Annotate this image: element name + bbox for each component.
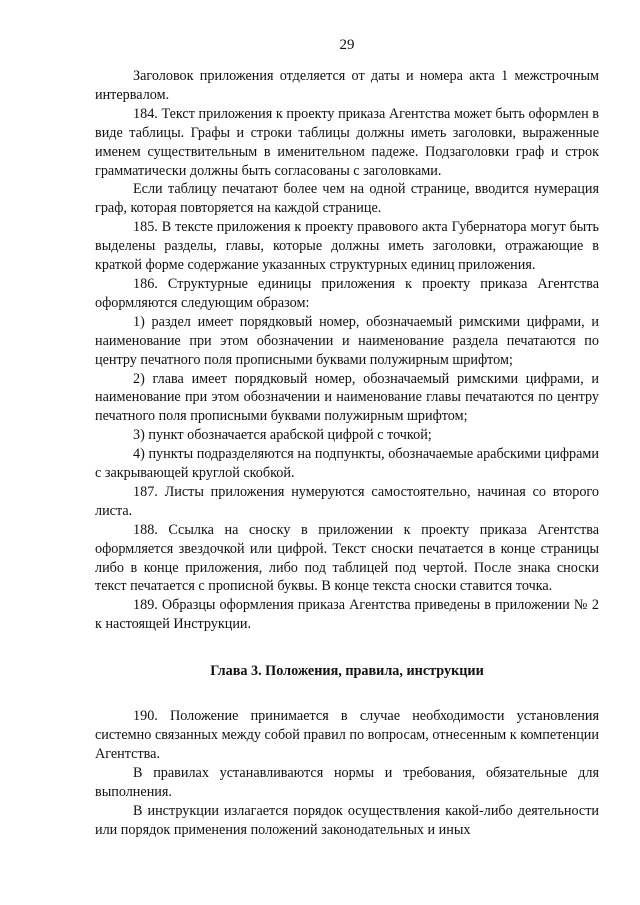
list-item-4: 4) пункты подразделяются на подпункты, обозначаемые арабскими цифрами с закрывающей круглой скобкой. — [95, 446, 599, 482]
chapter-heading: Глава 3. Положения, правила, инструкции — [210, 663, 484, 680]
paragraph-189: 189. Образцы оформления приказа Агентства приведены в приложении № 2 к настоящей Инструкции. — [95, 597, 599, 633]
document-body — [95, 67, 599, 839]
paragraph-185: 185. В тексте приложения к проекту правового акта Губернатора могут быть выделены разделы, главы, которые должны иметь заголовки, отражающие в краткой форме содержание указанных структурных единиц приложения. — [95, 219, 599, 274]
paragraph-184: 184. Текст приложения к проекту приказа Агентства может быть оформлен в виде таблицы. Графы и строки таблицы должны иметь заголовки, выраженные именем существительным в именительном падеже. Подзаголовки граф и строк грамматически должны быть согласованы с заголовками. — [95, 105, 599, 179]
paragraph-188: 188. Ссылка на сноску в приложении к проекту приказа Агентства оформляется звездочкой или цифрой. Текст сноски печатается в конце страницы либо в конце приложения, либо под таблицей под чертой. После знака сноски текст печатается с прописной буквы. В конце текста сноски ставится точка. — [95, 521, 599, 595]
paragraph-186: 186. Структурные единицы приложения к проекту приказа Агентства оформляются следующим образом: — [95, 275, 599, 311]
list-item-1: 1) раздел имеет порядковый номер, обозначаемый римскими цифрами, и наименование при этом обозначении и наименование раздела печатаются по центру печатного поля прописными буквами полужирным шрифтом; — [95, 313, 599, 368]
paragraph-190: 190. Положение принимается в случае необходимости установления системно связанных между собой правил по вопросам, отнесенным к компетенции Агентства. — [95, 708, 599, 762]
page-number: 29 — [339, 37, 355, 53]
paragraph: В инструкции излагается порядок осуществления какой-либо деятельности или порядок применения положений законодательных и иных — [95, 802, 599, 838]
paragraph: Заголовок приложения отделяется от даты и номера акта 1 межстрочным интервалом. — [95, 68, 599, 103]
document-page — [95, 0, 599, 905]
paragraph: Если таблицу печатают более чем на одной странице, вводится нумерация граф, которая повторяется на каждой странице. — [95, 181, 599, 217]
paragraph: В правилах устанавливаются нормы и требования, обязательные для выполнения. — [95, 764, 599, 800]
list-item-3: 3) пункт обозначается арабской цифрой с точкой; — [133, 427, 432, 444]
list-item-2: 2) глава имеет порядковый номер, обозначаемый римскими цифрами, и наименование при этом обозначении и наименование главы печатаются по центру печатного поля прописными буквами полужирным шрифтом; — [95, 370, 599, 425]
paragraph-187: 187. Листы приложения нумеруются самостоятельно, начиная со второго листа. — [95, 483, 599, 519]
